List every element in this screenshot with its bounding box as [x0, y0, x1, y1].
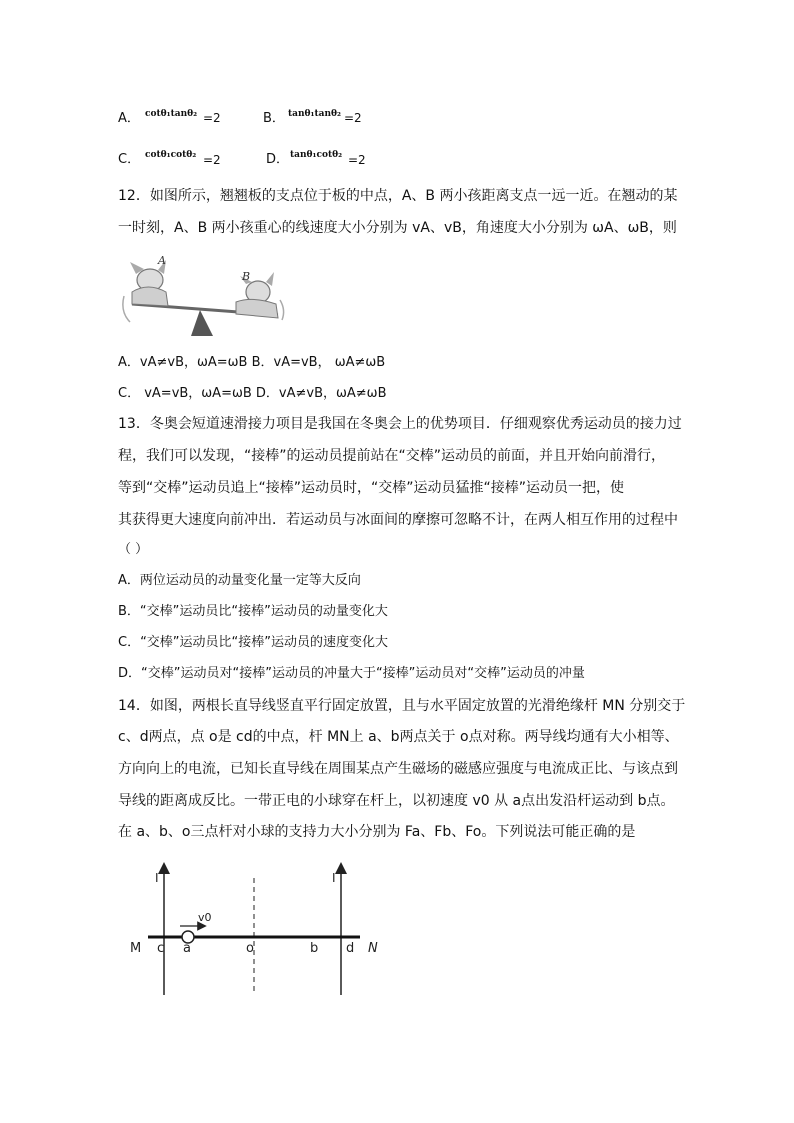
right-wire-current-label: I — [332, 871, 336, 885]
q12-line-2: 一时刻，A、B 两小孩重心的线速度大小分别为 vA、vB，角速度大小分别为 ωA、ωB，则 — [118, 220, 677, 236]
option-b-eq: =2 — [344, 111, 362, 125]
option-a-letter: A． — [118, 111, 140, 126]
q13-line-1: 13．冬奥会短道速滑接力项目是我国在冬奥会上的优势项目．仔细观察优秀运动员的接力过 — [118, 416, 682, 432]
q12-line-1: 12．如图所示，翘翘板的支点位于板的中点，A、B 两小孩距离支点一远一近。在翘动的某 — [118, 188, 678, 204]
q13-option-b: B．“交棒”运动员比“接棒”运动员的动量变化大 — [118, 604, 388, 619]
option-a-formula: cotθ₁tanθ₂ — [145, 109, 198, 119]
point-d-label: d — [346, 941, 355, 956]
q13-option-a: A．两位运动员的动量变化量一定等大反向 — [118, 573, 361, 588]
point-c-label: c — [157, 941, 165, 956]
q14-line-1: 14．如图，两根长直导线竖直平行固定放置，且与水平固定放置的光滑绝缘杆 MN 分别交于 — [118, 698, 686, 714]
point-n-label: N — [368, 941, 378, 956]
point-o-label: o — [246, 941, 254, 956]
point-a-label: a — [183, 941, 191, 956]
option-b-letter: B． — [263, 111, 285, 126]
option-c-eq: =2 — [203, 153, 221, 167]
seesaw-figure — [118, 252, 288, 344]
q13-option-c: C．“交棒”运动员比“接棒”运动员的速度变化大 — [118, 635, 389, 650]
q13-line-5: （ ） — [118, 542, 149, 557]
child-a-figure — [123, 260, 168, 322]
q13-option-d: D．“交棒”运动员对“接棒”运动员的冲量大于“接棒”运动员对“交棒”运动员的冲量 — [118, 666, 585, 681]
q12-options-cd: C． vA=vB，ωA=ωB D．vA≠vB，ωA≠ωB — [118, 386, 387, 401]
child-b-label: B — [242, 270, 251, 283]
option-d-eq: =2 — [348, 153, 366, 167]
left-wire-current-label: I — [155, 871, 159, 885]
q14-line-5: 在 a、b、o三点杆对小球的支持力大小分别为 Fa、Fb、Fo。下列说法可能正确的是 — [118, 824, 636, 840]
q14-line-4: 导线的距离成反比。一带正电的小球穿在杆上，以初速度 v0 从 a点出发沿杆运动到 b点。 — [118, 793, 675, 809]
velocity-label: v0 — [198, 911, 212, 924]
q14-line-2: c、d两点，点 o是 cd的中点，杆 MN上 a、b两点关于 o点对称。两导线均通有大小相等、 — [118, 729, 679, 745]
q13-line-2: 程，我们可以发现，“接棒”的运动员提前站在“交棒”运动员的前面，并且开始向前滑行， — [118, 448, 666, 464]
option-c-letter: C． — [118, 152, 141, 167]
wires-figure — [120, 860, 400, 1000]
point-m-label: M — [130, 941, 142, 956]
option-b-formula: tanθ₁tanθ₂ — [288, 109, 341, 119]
q13-line-3: 等到“交棒”运动员追上“接棒”运动员时，“交棒”运动员猛推“接棒”运动员一把，使 — [118, 480, 625, 496]
seesaw-fulcrum — [191, 310, 213, 336]
q13-line-4: 其获得更大速度向前冲出．若运动员与冰面间的摩擦可忽略不计，在两人相互作用的过程中 — [118, 512, 678, 528]
option-a-eq: =2 — [203, 111, 221, 125]
option-c-formula: cotθ₁cotθ₂ — [145, 150, 197, 160]
q14-line-3: 方向向上的电流，已知长直导线在周围某点产生磁场的磁感应强度与电流成正比、与该点到 — [118, 761, 678, 777]
option-d-letter: D． — [266, 152, 290, 167]
option-d-formula: tanθ₁cotθ₂ — [290, 150, 343, 160]
q12-options-ab: A．vA≠vB，ωA=ωB B．vA=vB， ωA≠ωB — [118, 355, 386, 370]
child-a-label: A — [158, 254, 166, 267]
point-b-label: b — [310, 941, 319, 956]
